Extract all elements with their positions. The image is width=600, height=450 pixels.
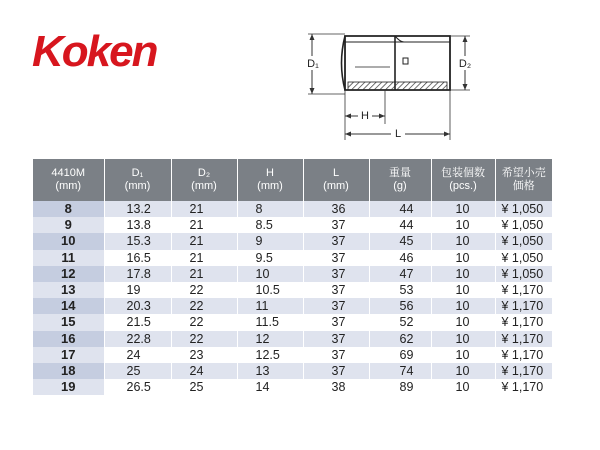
table-row: [33, 250, 552, 266]
cell-d2: 22: [171, 314, 237, 330]
cell-pcs: 10: [431, 233, 495, 249]
cell-d1: 22.8: [104, 331, 171, 347]
cell-weight: 52: [369, 314, 431, 330]
cell-price: ¥ 1,170: [495, 331, 552, 347]
socket-body: [342, 36, 451, 90]
column-header-price: [495, 159, 552, 201]
table-row: [33, 201, 552, 217]
column-header-unit: (g): [393, 180, 407, 192]
table-row: [33, 379, 552, 395]
cell-d1: 13.2: [104, 201, 171, 217]
column-header-unit: (mm): [191, 180, 217, 192]
cell-l: 37: [303, 217, 369, 233]
cell-d1: 19: [104, 282, 171, 298]
specification-table: [33, 159, 552, 395]
cell-price: ¥ 1,170: [495, 363, 552, 379]
cell-price: ¥ 1,170: [495, 298, 552, 314]
column-header-label: 重量: [389, 167, 411, 179]
column-header-d1: [104, 159, 171, 201]
cell-pcs: 10: [431, 250, 495, 266]
cell-h: 9: [237, 233, 303, 249]
column-header-label: 包装個数: [441, 167, 485, 179]
cell-h: 10: [237, 266, 303, 282]
column-header-h: [237, 159, 303, 201]
cell-weight: 74: [369, 363, 431, 379]
column-header-label: D₁: [131, 167, 144, 179]
column-header-pcs: [431, 159, 495, 201]
cell-d1: 17.8: [104, 266, 171, 282]
column-header-unit: (pcs.): [449, 180, 477, 192]
table-row: [33, 298, 552, 314]
d1-label: D₁: [307, 58, 319, 70]
cell-d2: 21: [171, 201, 237, 217]
column-header-d2: [171, 159, 237, 201]
table-body: [33, 201, 552, 395]
cell-pcs: 10: [431, 347, 495, 363]
cell-d1: 20.3: [104, 298, 171, 314]
cell-size: 15: [33, 314, 104, 330]
cell-h: 14: [237, 379, 303, 395]
cell-weight: 53: [369, 282, 431, 298]
cell-l: 36: [303, 201, 369, 217]
cell-d1: 24: [104, 347, 171, 363]
koken-logo: [32, 26, 182, 76]
column-header-l: [303, 159, 369, 201]
h-dimension: [345, 90, 385, 124]
cell-l: 38: [303, 379, 369, 395]
cell-d2: 21: [171, 250, 237, 266]
cell-weight: 45: [369, 233, 431, 249]
cell-l: 37: [303, 250, 369, 266]
column-header-unit: (mm): [323, 180, 349, 192]
socket-dimension-diagram: [300, 22, 480, 147]
column-header-label: L: [332, 167, 340, 179]
table-header-row: [33, 159, 552, 201]
cell-weight: 69: [369, 347, 431, 363]
cell-h: 8: [237, 201, 303, 217]
cell-d2: 21: [171, 266, 237, 282]
cell-pcs: 10: [431, 363, 495, 379]
column-header-unit: (mm): [257, 180, 283, 192]
cell-d1: 15.3: [104, 233, 171, 249]
cell-d2: 23: [171, 347, 237, 363]
column-header-unit: 価格: [512, 180, 535, 192]
column-header-label: 希望小売: [501, 167, 546, 179]
cell-h: 12: [237, 331, 303, 347]
cell-h: 11.5: [237, 314, 303, 330]
cell-weight: 44: [369, 217, 431, 233]
cell-d1: 16.5: [104, 250, 171, 266]
cell-weight: 46: [369, 250, 431, 266]
cell-d1: 21.5: [104, 314, 171, 330]
cell-d1: 26.5: [104, 379, 171, 395]
cell-size: 11: [33, 250, 104, 266]
cell-size: 8: [33, 201, 104, 217]
cell-price: ¥ 1,170: [495, 314, 552, 330]
cell-pcs: 10: [431, 379, 495, 395]
column-header-unit: (mm): [124, 180, 151, 192]
cell-h: 9.5: [237, 250, 303, 266]
cell-d2: 25: [171, 379, 237, 395]
cell-price: ¥ 1,050: [495, 233, 552, 249]
cell-weight: 62: [369, 331, 431, 347]
cell-h: 10.5: [237, 282, 303, 298]
cell-price: ¥ 1,050: [495, 217, 552, 233]
cell-h: 8.5: [237, 217, 303, 233]
cell-l: 37: [303, 347, 369, 363]
cell-size: 17: [33, 347, 104, 363]
cell-weight: 56: [369, 298, 431, 314]
cell-size: 9: [33, 217, 104, 233]
cell-size: 10: [33, 233, 104, 249]
cell-size: 12: [33, 266, 104, 282]
cell-l: 37: [303, 266, 369, 282]
cell-l: 37: [303, 331, 369, 347]
table-row: [33, 347, 552, 363]
cell-price: ¥ 1,170: [495, 347, 552, 363]
cell-size: 13: [33, 282, 104, 298]
cell-pcs: 10: [431, 314, 495, 330]
cell-weight: 44: [369, 201, 431, 217]
cell-d2: 22: [171, 282, 237, 298]
cell-size: 16: [33, 331, 104, 347]
cell-d2: 21: [171, 233, 237, 249]
cell-weight: 89: [369, 379, 431, 395]
cell-d1: 13.8: [104, 217, 171, 233]
column-header-size: [33, 159, 104, 201]
cell-l: 37: [303, 314, 369, 330]
column-header-label: D₂: [197, 167, 211, 179]
cell-price: ¥ 1,170: [495, 379, 552, 395]
cell-h: 13: [237, 363, 303, 379]
cell-size: 19: [33, 379, 104, 395]
cell-l: 37: [303, 233, 369, 249]
cell-d2: 24: [171, 363, 237, 379]
cell-d2: 22: [171, 298, 237, 314]
l-label: L: [394, 128, 402, 140]
table-row: [33, 331, 552, 347]
cell-pcs: 10: [431, 266, 495, 282]
column-header-weight: [369, 159, 431, 201]
cell-pcs: 10: [431, 282, 495, 298]
cell-pcs: 10: [431, 217, 495, 233]
d1-dimension: [304, 34, 345, 94]
logo-text: Koken: [32, 27, 157, 76]
cell-l: 37: [303, 282, 369, 298]
cell-size: 18: [33, 363, 104, 379]
cell-d2: 21: [171, 217, 237, 233]
cell-weight: 47: [369, 266, 431, 282]
cell-price: ¥ 1,050: [495, 201, 552, 217]
column-header-label: 4410M: [51, 167, 86, 179]
cell-price: ¥ 1,050: [495, 250, 552, 266]
cell-h: 11: [237, 298, 303, 314]
column-header-label: H: [266, 167, 274, 179]
table-row: [33, 233, 552, 249]
cell-l: 37: [303, 363, 369, 379]
h-label: H: [361, 110, 369, 122]
cell-d1: 25: [104, 363, 171, 379]
cell-price: ¥ 1,050: [495, 266, 552, 282]
table-row: [33, 314, 552, 330]
cell-size: 14: [33, 298, 104, 314]
table-row: [33, 363, 552, 379]
column-header-unit: (mm): [55, 180, 82, 192]
cell-d2: 22: [171, 331, 237, 347]
cell-pcs: 10: [431, 298, 495, 314]
table-row: [33, 217, 552, 233]
table-row: [33, 266, 552, 282]
d2-label: D₂: [458, 58, 472, 70]
cell-h: 12.5: [237, 347, 303, 363]
cell-pcs: 10: [431, 201, 495, 217]
d2-dimension: [450, 36, 476, 90]
cell-pcs: 10: [431, 331, 495, 347]
cell-price: ¥ 1,170: [495, 282, 552, 298]
table-row: [33, 282, 552, 298]
cell-l: 37: [303, 298, 369, 314]
